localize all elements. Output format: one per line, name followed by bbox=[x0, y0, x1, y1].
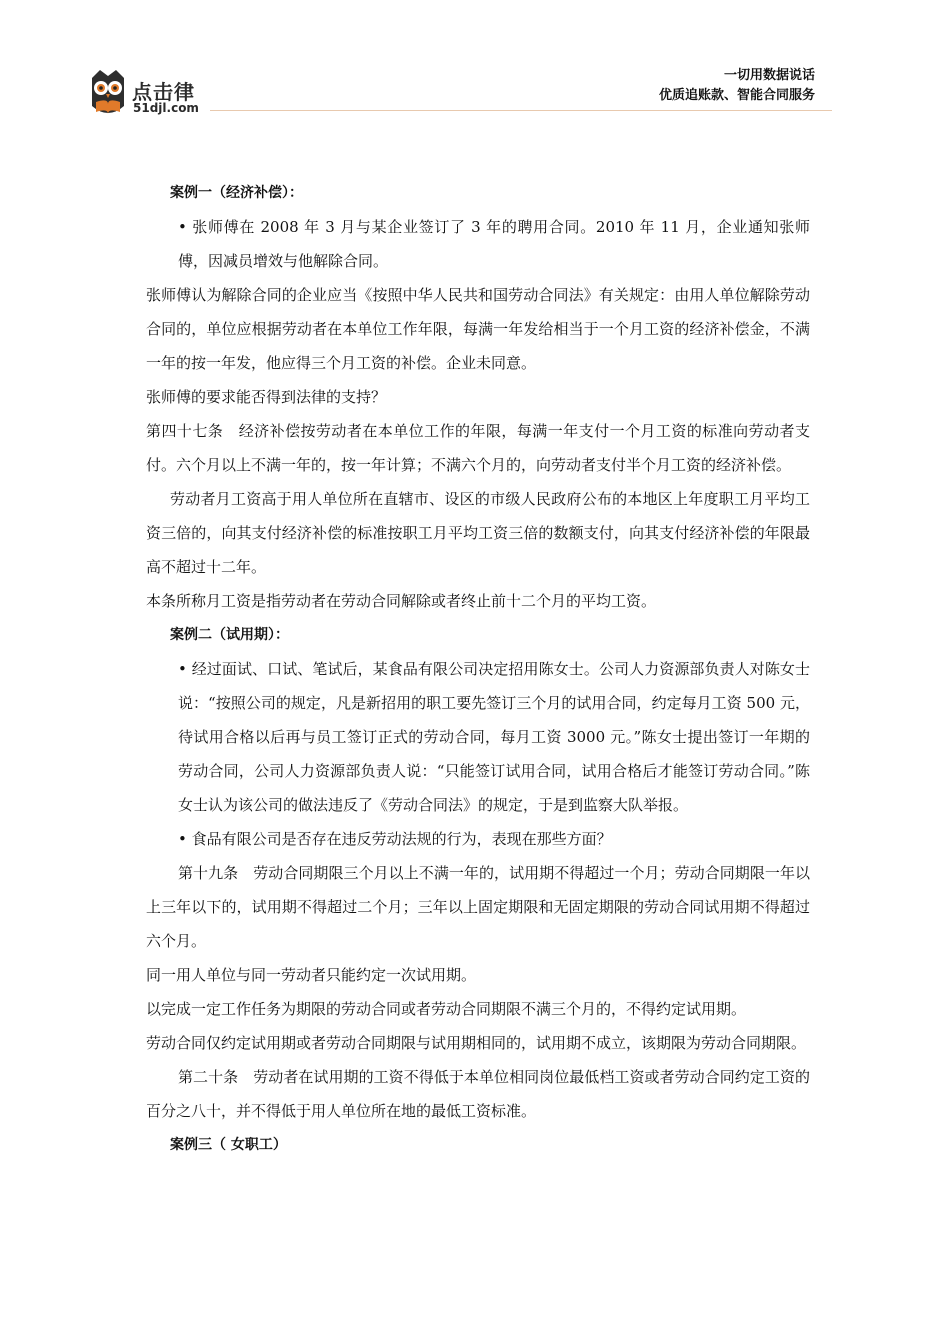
slogan-line-1: 一切用数据说话 bbox=[723, 68, 815, 83]
law-article: 第四十七条 经济补偿按劳动者在本单位工作的年限，每满一年支付一个月工资的标准向劳动者支付。六个月以上不满一年的，按一年计算；不满六个月的，向劳动者支付半个月工资的经济补偿。 bbox=[146, 422, 810, 474]
paragraph: 以完成一定工作任务为期限的劳动合同或者劳动合同期限不满三个月的，不得约定试用期。 bbox=[146, 1000, 747, 1018]
case-heading-2: 案例二（试用期）： bbox=[170, 627, 289, 643]
paragraph: 张师傅的要求能否得到法律的支持？ bbox=[146, 388, 387, 406]
paragraph: • 经过面试、口试、笔试后，某食品有限公司决定招用陈女士。公司人力资源部负责人对陈女士说：“按照公司的规定，凡是新招用的职工要先签订三个月的试用合同，约定每月工资 500 元，待试用合格以后再与员工签订正式的劳动合同，每月工资 3000 元。”陈女士提出签订一年期的劳动合同，公司人力资源部负责人说：“只能签订试用合同，试用合格后才能签订劳动合同。”陈女士认为该公司的做法违反了《劳动合同法》的规定，于是到监察大队举报。 bbox=[178, 660, 810, 814]
paragraph: • 张师傅在 2008 年 3 月与某企业签订了 3 年的聘用合同。2010 年 11 月，企业通知张师傅，因减员增效与他解除合同。 bbox=[178, 218, 810, 270]
header-divider bbox=[210, 110, 832, 111]
paragraph: • 食品有限公司是否存在违反劳动法规的行为，表现在那些方面？ bbox=[178, 830, 612, 848]
case-heading-3: 案例三（ 女职工） bbox=[170, 1137, 287, 1153]
paragraph: 同一用人单位与同一劳动者只能约定一次试用期。 bbox=[146, 966, 477, 984]
case-heading-1: 案例一（经济补偿）： bbox=[170, 185, 303, 201]
law-article: 第十九条 劳动合同期限三个月以上不满一年的，试用期不得超过一个月；劳动合同期限一年以上三年以下的，试用期不得超过二个月；三年以上固定期限和无固定期限的劳动合同试用期不得超过六个月。 bbox=[146, 864, 810, 950]
page-header bbox=[0, 0, 950, 120]
document-body bbox=[146, 176, 810, 1162]
law-article: 第二十条 劳动者在试用期的工资不得低于本单位相同岗位最低档工资或者劳动合同约定工资的百分之八十，并不得低于用人单位所在地的最低工资标准。 bbox=[146, 1068, 810, 1120]
paragraph: 劳动者月工资高于用人单位所在直辖市、设区的市级人民政府公布的本地区上年度职工月平均工资三倍的，向其支付经济补偿的标准按职工月平均工资三倍的数额支付，向其支付经济补偿的年限最高不超过十二年。 bbox=[146, 490, 810, 576]
paragraph: 本条所称月工资是指劳动者在劳动合同解除或者终止前十二个月的平均工资。 bbox=[146, 592, 657, 610]
paragraph: 劳动合同仅约定试用期或者劳动合同期限与试用期相同的，试用期不成立，该期限为劳动合同期限。 bbox=[146, 1034, 807, 1052]
slogan-line-2: 优质追账款、智能合同服务 bbox=[658, 88, 815, 103]
slogan bbox=[659, 66, 815, 106]
brand-domain: 51djl.com bbox=[133, 101, 199, 115]
brand-name: 点击律 bbox=[132, 80, 195, 104]
paragraph: 张师傅认为解除合同的企业应当《按照中华人民共和国劳动合同法》有关规定：由用人单位解除劳动合同的，单位应根据劳动者在本单位工作年限，每满一年发给相当于一个月工资的经济补偿金，不满一年的按一年发，他应得三个月工资的补偿。企业未同意。 bbox=[146, 286, 810, 372]
